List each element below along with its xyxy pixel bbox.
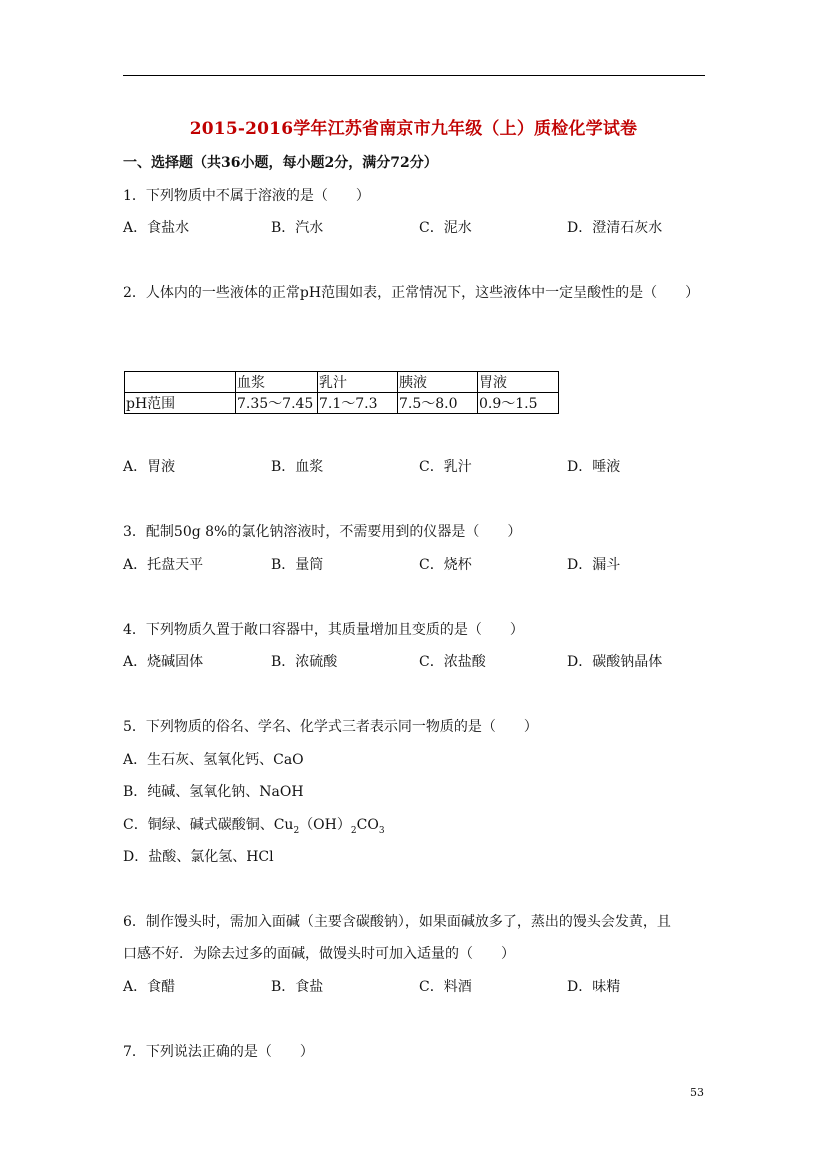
option-d: D．澄清石灰水 [567, 220, 663, 236]
table-cell: 胰液 [398, 372, 478, 393]
option-d: D．盐酸、氯化氢、HCl [123, 849, 274, 865]
option-c: C．料酒 [419, 979, 472, 995]
table-cell: 血浆 [236, 372, 318, 393]
subscript: 2 [293, 825, 300, 836]
option-d: D．唾液 [567, 459, 621, 475]
option-b: B．浓硫酸 [271, 654, 338, 670]
table-cell: 7.5～8.0 [398, 393, 478, 414]
table-row [125, 393, 559, 414]
header-rule [123, 75, 705, 76]
table-cell: 乳汁 [318, 372, 398, 393]
ph-table [124, 371, 559, 414]
question-6-stem-line2: 口感不好．为除去过多的面碱，做馒头时可加入适量的（ ） [123, 946, 515, 962]
option-c: C．烧杯 [419, 557, 472, 573]
option-b: B．血浆 [271, 459, 324, 475]
question-2-options [123, 456, 723, 476]
option-b: B．量筒 [271, 557, 324, 573]
question-1-stem: 1．下列物质中不属于溶液的是（ ） [123, 188, 370, 204]
table-cell: 7.35～7.45 [236, 393, 318, 414]
option-b: B．食盐 [271, 979, 324, 995]
question-1-options [123, 217, 723, 237]
table-cell: 胃液 [478, 372, 559, 393]
question-6-stem-line1: 6．制作馒头时，需加入面碱（主要含碳酸钠），如果面碱放多了，蒸出的馒头会发黄，且 [123, 914, 671, 930]
section-heading: 一、选择题（共36小题，每小题2分，满分72分） [123, 155, 438, 171]
option-c [123, 814, 385, 836]
option-b: B．纯碱、氢氧化钠、NaOH [123, 784, 304, 800]
table-row-label: pH范围 [125, 393, 236, 414]
option-d: D．碳酸钠晶体 [567, 654, 663, 670]
page-title: 2015-2016学年江苏省南京市九年级（上）质检化学试卷 [189, 119, 638, 139]
table-header-row [125, 372, 559, 393]
option-a: A．生石灰、氢氧化钙、CaO [123, 752, 304, 768]
option-a: A．托盘天平 [123, 557, 204, 573]
option-d: D．漏斗 [567, 557, 621, 573]
table-cell [125, 372, 236, 393]
question-6-options [123, 976, 723, 996]
table-cell: 0.9～1.5 [478, 393, 559, 414]
option-b: B．汽水 [271, 220, 324, 236]
subscript: 2 [350, 825, 357, 836]
question-5-stem: 5．下列物质的俗名、学名、化学式三者表示同一物质的是（ ） [123, 719, 538, 735]
option-a: A．胃液 [123, 459, 176, 475]
option-c-formula: （OH） [299, 817, 351, 833]
option-a: A．食盐水 [123, 220, 190, 236]
subscript: 3 [378, 825, 385, 836]
option-d: D．味精 [567, 979, 621, 995]
page-number: 53 [690, 1086, 704, 1099]
question-2-stem: 2．人体内的一些液体的正常pH范围如表，正常情况下，这些液体中一定呈酸性的是（ ） [123, 285, 700, 301]
option-c: C．乳汁 [419, 459, 472, 475]
option-c: C．浓盐酸 [419, 654, 486, 670]
question-3-options [123, 554, 723, 574]
question-3-stem: 3．配制50g 8%的氯化钠溶液时，不需要用到的仪器是（ ） [123, 524, 522, 540]
option-c: C．泥水 [419, 220, 472, 236]
question-7-stem: 7．下列说法正确的是（ ） [123, 1044, 314, 1060]
option-c-formula-end: CO [356, 817, 379, 833]
option-a: A．烧碱固体 [123, 654, 204, 670]
table-cell: 7.1～7.3 [318, 393, 398, 414]
option-a: A．食醋 [123, 979, 176, 995]
question-4-stem: 4．下列物质久置于敞口容器中，其质量增加且变质的是（ ） [123, 622, 524, 638]
question-4-options [123, 651, 723, 671]
option-c-text: C．铜绿、碱式碳酸铜、Cu [123, 817, 294, 833]
